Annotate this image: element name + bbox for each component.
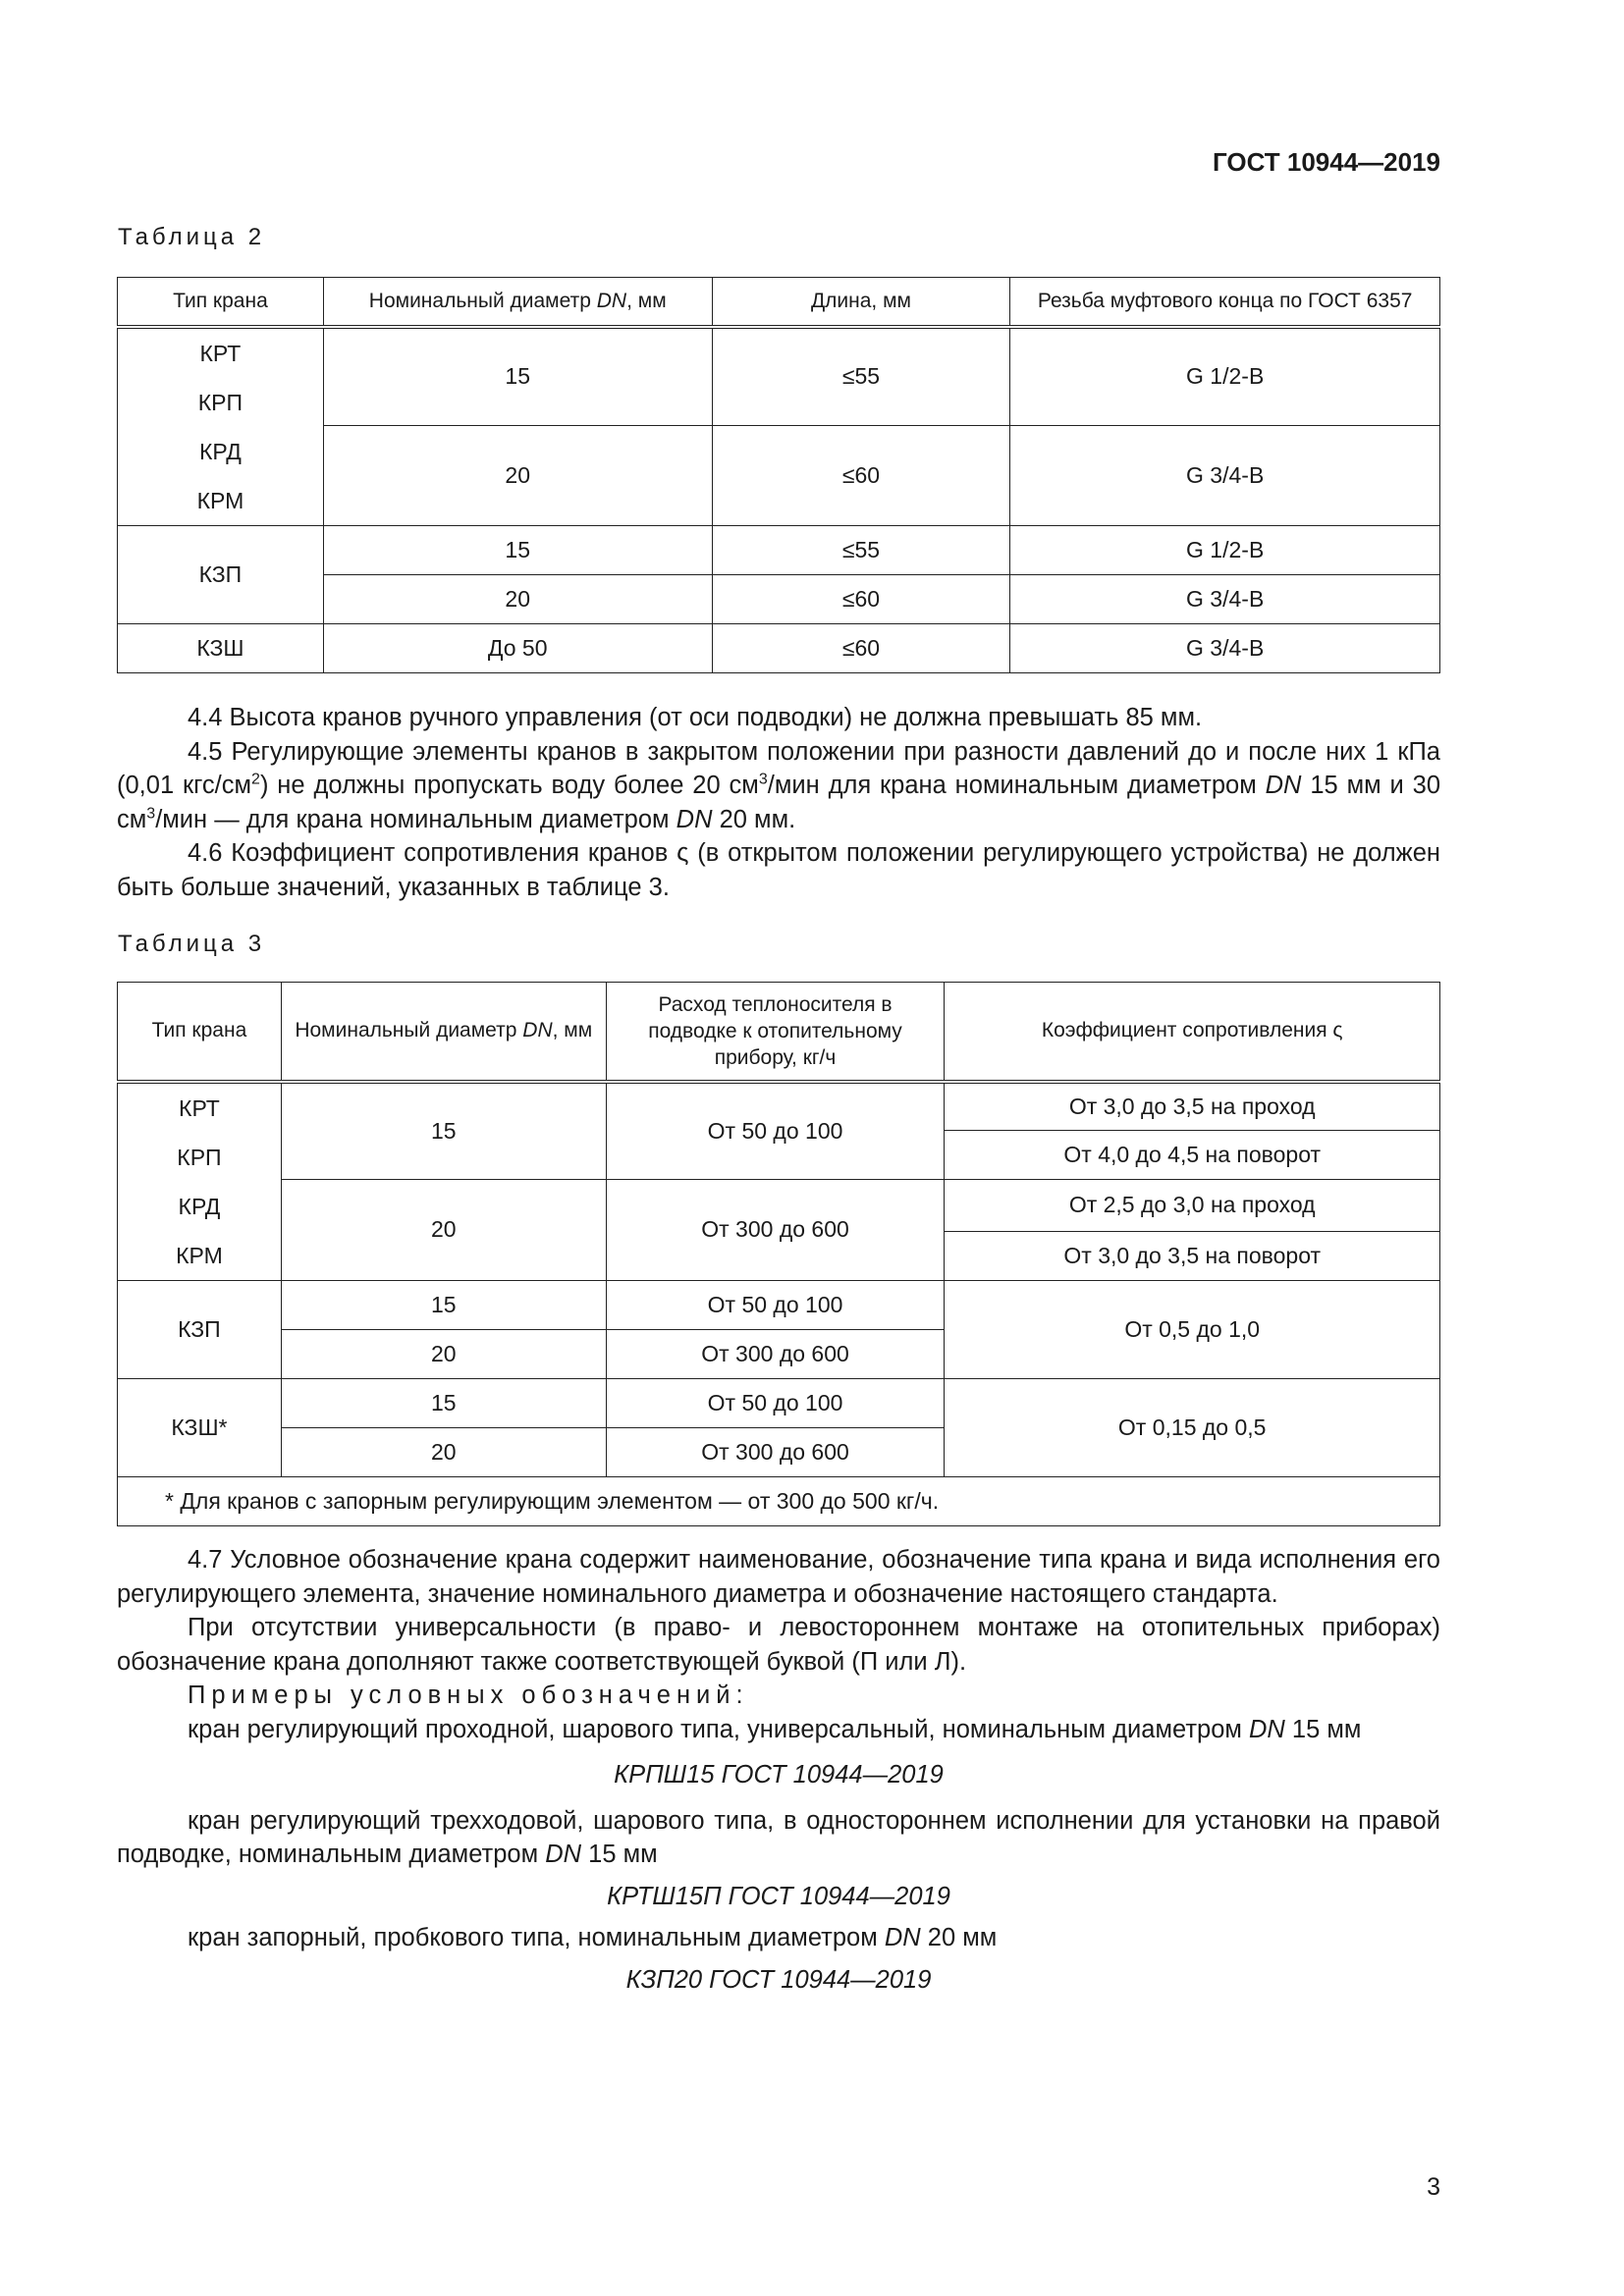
table-cell: До 50 (323, 623, 712, 672)
table-cell: 20 (323, 574, 712, 623)
table-cell: G 1/2-В (1010, 327, 1440, 426)
table-cell: G 3/4-В (1010, 623, 1440, 672)
table-cell: 15 (281, 1280, 606, 1329)
table2-header-dn: Номинальный диаметр DN, мм (323, 278, 712, 327)
table-cell: От 3,0 до 3,5 на поворот (945, 1231, 1440, 1280)
table2 (117, 277, 1440, 673)
example-1-description: кран регулирующий проходной, шарового типа, универсальный, номинальным диаметром DN 15 мм (188, 1715, 1362, 1743)
table2-header-length: Длина, мм (712, 278, 1010, 327)
table-cell: G 3/4-В (1010, 426, 1440, 525)
table2-caption: Таблица 2 (118, 224, 266, 250)
table3-header-coef: Коэффициент сопротивления ς (945, 983, 1440, 1082)
paragraph-4-7: 4.7 Условное обозначение крана содержит наименование, обозначение типа крана и вида исполнения его регулирующего элемента, значение номинального диаметра и обозначение настоящего стандарта. (117, 1546, 1440, 1608)
table-cell: 15 (281, 1082, 606, 1180)
table2-header-type: Тип крана (118, 278, 324, 327)
table3-footnote: * Для кранов с запорным регулирующим элементом — от 300 до 500 кг/ч. (118, 1476, 1440, 1525)
table-cell: 20 (281, 1427, 606, 1476)
example-3-code: КЗП20 ГОСТ 10944—2019 (625, 1965, 932, 1994)
table-cell: От 300 до 600 (606, 1427, 945, 1476)
table-cell: ≤60 (712, 426, 1010, 525)
table-cell: От 50 до 100 (606, 1378, 945, 1427)
section-4-4-to-4-6 (117, 701, 1440, 904)
table-cell: КЗП (118, 525, 324, 623)
table-cell: От 3,0 до 3,5 на проход (945, 1082, 1440, 1131)
table-cell: КЗП (118, 1280, 282, 1378)
paragraph-4-4: 4.4 Высота кранов ручного управления (от оси подводки) не должна превышать 85 мм. (188, 704, 1203, 731)
table3-group1-types: КРТ КРП КРД КРМ (118, 1082, 282, 1281)
table-cell: От 0,15 до 0,5 (945, 1378, 1440, 1476)
document-code: ГОСТ 10944—2019 (1213, 147, 1440, 177)
table-cell: 20 (281, 1180, 606, 1281)
table-cell: От 4,0 до 4,5 на поворот (945, 1131, 1440, 1180)
table-cell: КЗШ* (118, 1378, 282, 1476)
section-4-7 (117, 1543, 1440, 1997)
table-cell: От 50 до 100 (606, 1082, 945, 1180)
table-cell: От 300 до 600 (606, 1180, 945, 1281)
paragraph-4-6: 4.6 Коэффициент сопротивления кранов ς (в открытом положении регулирующего устройства) не должен быть больше значений, указанных в таблице 3. (117, 839, 1440, 901)
examples-heading: Примеры условных обозначений: (188, 1682, 749, 1709)
table-cell: ≤60 (712, 623, 1010, 672)
example-2-code: КРТШ15П ГОСТ 10944—2019 (607, 1882, 950, 1910)
page-number: 3 (1427, 2173, 1440, 2201)
example-3-description: кран запорный, пробкового типа, номинальным диаметром DN 20 мм (188, 1924, 998, 1951)
table2-header-thread: Резьба муфтового конца по ГОСТ 6357 (1010, 278, 1440, 327)
paragraph-4-7-universality: При отсутствии универсальности (в право- и левостороннем монтаже на отопительных приборах) обозначение крана дополняют также соответствующей буквой (П или Л). (117, 1614, 1440, 1676)
table2-group1-types: КРТ КРП КРД КРМ (118, 327, 324, 526)
table-cell: ≤55 (712, 525, 1010, 574)
table-cell: ≤55 (712, 327, 1010, 426)
example-2-description: кран регулирующий трехходовой, шарового типа, в одностороннем исполнении для установки на правой подводке, номинальным диаметром DN 15 мм (117, 1806, 1440, 1868)
table-cell: 20 (281, 1329, 606, 1378)
table-cell: От 300 до 600 (606, 1329, 945, 1378)
table3 (117, 982, 1440, 1526)
table-cell: G 3/4-В (1010, 574, 1440, 623)
table3-caption: Таблица 3 (118, 931, 266, 957)
table3-header-flow: Расход теплоносителя в подводке к отопительному прибору, кг/ч (606, 983, 945, 1082)
table-cell: От 50 до 100 (606, 1280, 945, 1329)
table-cell: G 1/2-В (1010, 525, 1440, 574)
example-1-code: КРПШ15 ГОСТ 10944—2019 (614, 1761, 944, 1789)
table3-header-type: Тип крана (118, 983, 282, 1082)
paragraph-4-5: 4.5 Регулирующие элементы кранов в закрытом положении при разности давлений до и после них 1 кПа (0,01 кгс/$см^2$) не должны пропускать воду более 20 $см^3$/мин для крана номинальным диаметром DN 15 мм и 30 $см^3$/мин — для крана номинальным диаметром DN 20 мм. (117, 737, 1441, 833)
table-cell: КЗШ (118, 623, 324, 672)
table-cell: 15 (323, 525, 712, 574)
table-cell: 20 (323, 426, 712, 525)
table-cell: 15 (281, 1378, 606, 1427)
table-cell: ≤60 (712, 574, 1010, 623)
table-cell: От 2,5 до 3,0 на проход (945, 1180, 1440, 1232)
table-cell: 15 (323, 327, 712, 426)
table3-header-dn: Номинальный диаметр DN, мм (281, 983, 606, 1082)
table-cell: От 0,5 до 1,0 (945, 1280, 1440, 1378)
